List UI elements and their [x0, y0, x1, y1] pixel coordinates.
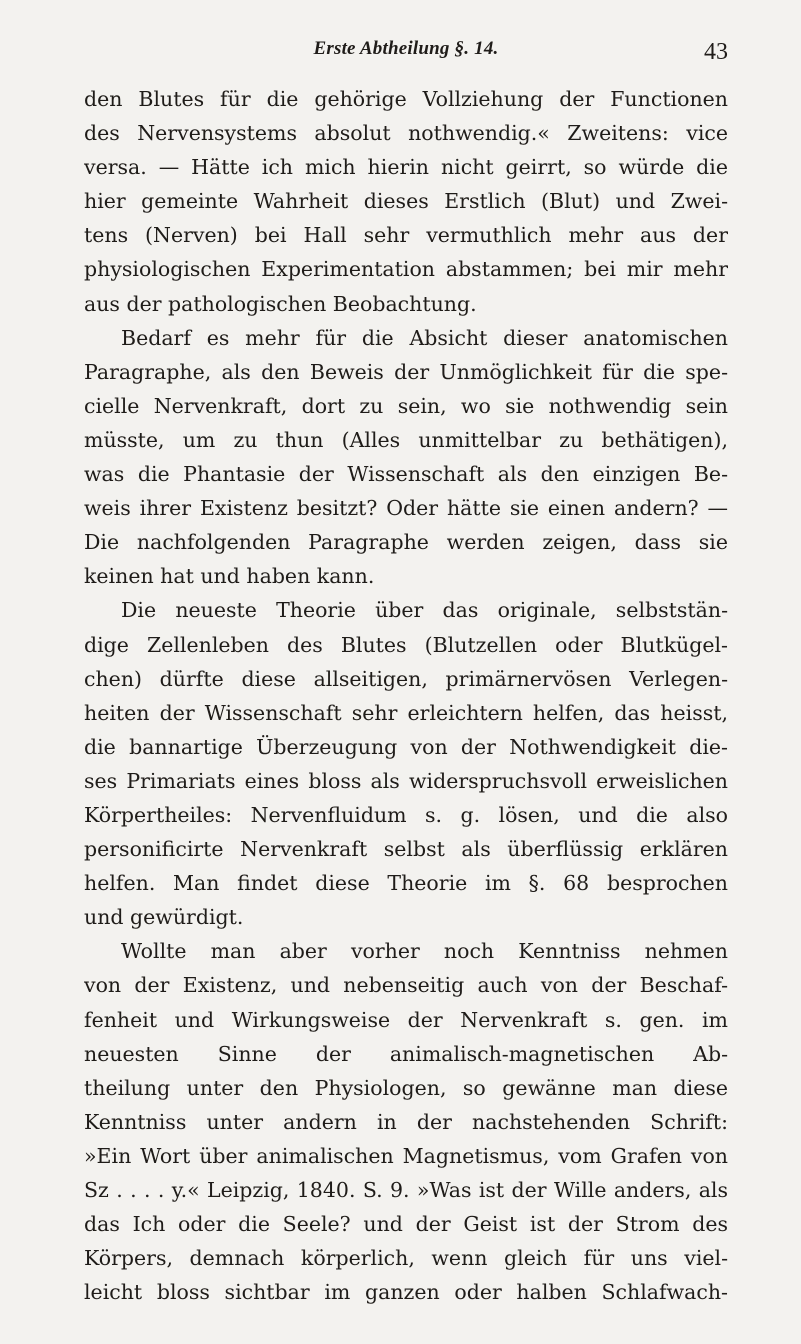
text-line: tens (Nerven) bei Hall sehr vermuthlich mehr aus der: [84, 223, 728, 248]
text-line: Kenntniss unter andern in der nachstehenden Schrift:: [84, 1109, 728, 1134]
page-header: [84, 38, 728, 66]
text-line: hier gemeinte Wahrheit dieses Erstlich (Blut) und Zwei-: [84, 189, 728, 214]
text-line: »Ein Wort über animalischen Magnetismus, vom Grafen von: [84, 1143, 728, 1168]
text-line: cielle Nervenkraft, dort zu sein, wo sie nothwendig sein: [84, 393, 728, 418]
running-head: Erste Abtheilung §. 14.: [313, 38, 499, 59]
text-line: des Nervensystems absolut nothwendig.« Zweitens: vice: [84, 121, 728, 146]
body-text: [84, 82, 728, 1309]
text-line: den Blutes für die gehörige Vollziehung der Functionen: [84, 87, 728, 111]
text-line: neuesten Sinne der animalisch-magnetischen Ab-: [84, 1041, 728, 1066]
text-line: personificirte Nervenkraft selbst als überflüssig erklären: [84, 837, 728, 862]
page-number: 43: [704, 39, 728, 65]
text-line: ses Primariats eines bloss als widerspruchsvoll erweislichen: [84, 768, 728, 793]
text-line: physiologischen Experimentation abstammen; bei mir mehr: [84, 257, 728, 282]
text-line: chen) dürfte diese allseitigen, primärnervösen Verlegen-: [84, 666, 728, 691]
text-line: keinen hat und haben kann.: [84, 564, 375, 589]
text-line: aus der pathologischen Beobachtung.: [84, 291, 477, 316]
text-line: versa. — Hätte ich mich hierin nicht geirrt, so würde die: [84, 155, 728, 180]
text-line: von der Existenz, und nebenseitig auch von der Beschaf-: [84, 973, 728, 998]
text-line: dige Zellenleben des Blutes (Blutzellen oder Blutkügel-: [84, 632, 728, 657]
text-line: Wollte man aber vorher noch Kenntniss nehmen: [121, 939, 728, 964]
text-line: Körpertheiles: Nervenfluidum s. g. lösen, und die also: [84, 802, 728, 827]
text-line: Die neueste Theorie über das originale, selbststän-: [121, 598, 728, 623]
text-line: und gewürdigt.: [84, 905, 244, 930]
text-line: heiten der Wissenschaft sehr erleichtern helfen, das heisst,: [84, 700, 728, 725]
text-line: die bannartige Überzeugung von der Nothwendigkeit die-: [84, 734, 728, 759]
text-line: was die Phantasie der Wissenschaft als den einzigen Be-: [84, 462, 728, 487]
text-line: Sz . . . . y.« Leipzig, 1840. S. 9. »Was ist der Wille anders, als: [84, 1178, 728, 1202]
text-line: Die nachfolgenden Paragraphe werden zeigen, dass sie: [84, 530, 728, 555]
text-line: Paragraphe, als den Beweis der Unmöglichkeit für die spe-: [84, 359, 728, 384]
text-line: helfen. Man findet diese Theorie im §. 68 besprochen: [84, 871, 728, 896]
text-line: das Ich oder die Seele? und der Geist ist der Strom des: [84, 1212, 728, 1237]
text-line: Bedarf es mehr für die Absicht dieser anatomischen: [121, 325, 728, 350]
text-line: müsste, um zu thun (Alles unmittelbar zu bethätigen),: [84, 427, 728, 452]
text-line: leicht bloss sichtbar im ganzen oder halben Schlafwach-: [84, 1280, 728, 1305]
text-line: fenheit und Wirkungsweise der Nervenkraft s. gen. im: [84, 1007, 728, 1032]
text-line: weis ihrer Existenz besitzt? Oder hätte sie einen andern? —: [84, 496, 728, 521]
text-line: Körpers, demnach körperlich, wenn gleich für uns viel-: [84, 1246, 728, 1271]
text-line: theilung unter den Physiologen, so gewänne man diese: [84, 1075, 728, 1100]
